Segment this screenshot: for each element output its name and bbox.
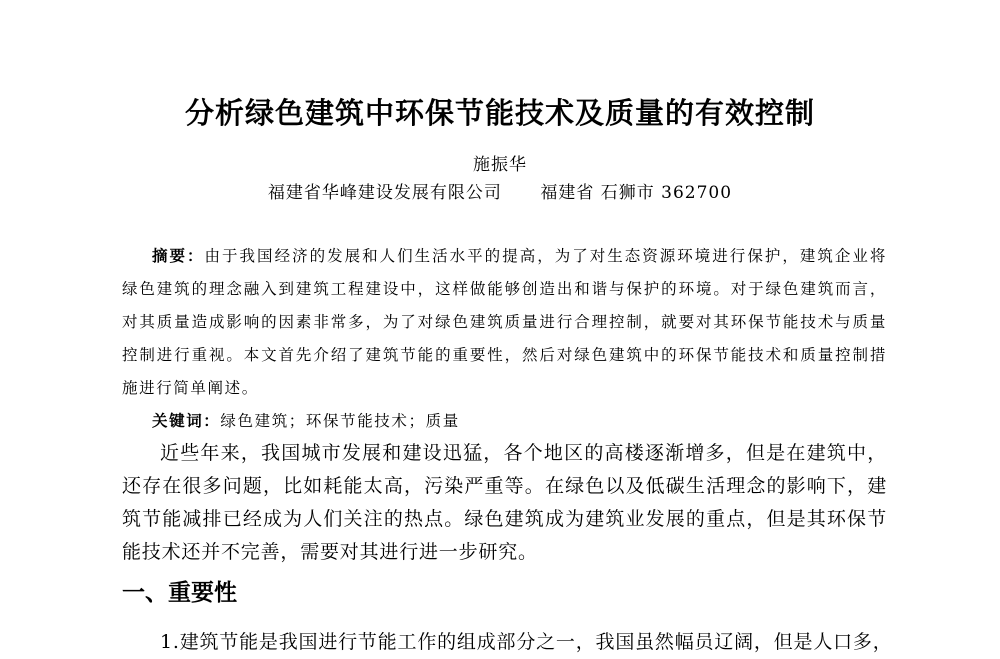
paper-title: 分析绿色建筑中环保节能技术及质量的有效控制 (184, 96, 815, 130)
abstract-text: 由于我国经济的发展和人们生活水平的提高，为了对生态资源环境进行保护，建筑企业将绿色建筑的理念融入到建筑工程建设中，这样做能够创造出和谐与保护的环境。对于绿色建筑而言，对其质量造成影响的因素非常多，为了对绿色建筑质量进行合理控制，就要对其环保节能技术与质量控制进行重视。本文首先介绍了建筑节能的重要性，然后对绿色建筑中的环保节能技术和质量控制措施进行简单阐述。 (122, 247, 887, 397)
keywords-text: 绿色建筑；环保节能技术；质量 (220, 412, 460, 430)
abstract-paragraph (122, 240, 887, 405)
abstract-label: 摘要： (152, 247, 205, 265)
section-paragraph: 1.建筑节能是我国进行节能工作的组成部分之一，我国虽然幅员辽阔，但是人口多， (160, 631, 893, 653)
affiliation-company: 福建省华峰建设发展有限公司 (267, 183, 502, 203)
author-affiliation (0, 180, 1000, 206)
intro-paragraph: 近些年来，我国城市发展和建设迅猛，各个地区的高楼逐渐增多，但是在建筑中，还存在很多问题，比如耗能太高，污染严重等。在绿色以及低碳生活理念的影响下，建筑节能减排已经成为人们关注的热点。绿色建筑成为建筑业发展的重点，但是其环保节能技术还并不完善，需要对其进行进一步研究。 (122, 442, 887, 563)
keywords-label: 关键词： (152, 412, 221, 430)
affiliation-location: 福建省 石狮市 362700 (540, 183, 733, 203)
author-name: 施振华 (473, 155, 527, 175)
section-heading: 一、重要性 (122, 580, 237, 606)
keywords-line (152, 405, 887, 438)
